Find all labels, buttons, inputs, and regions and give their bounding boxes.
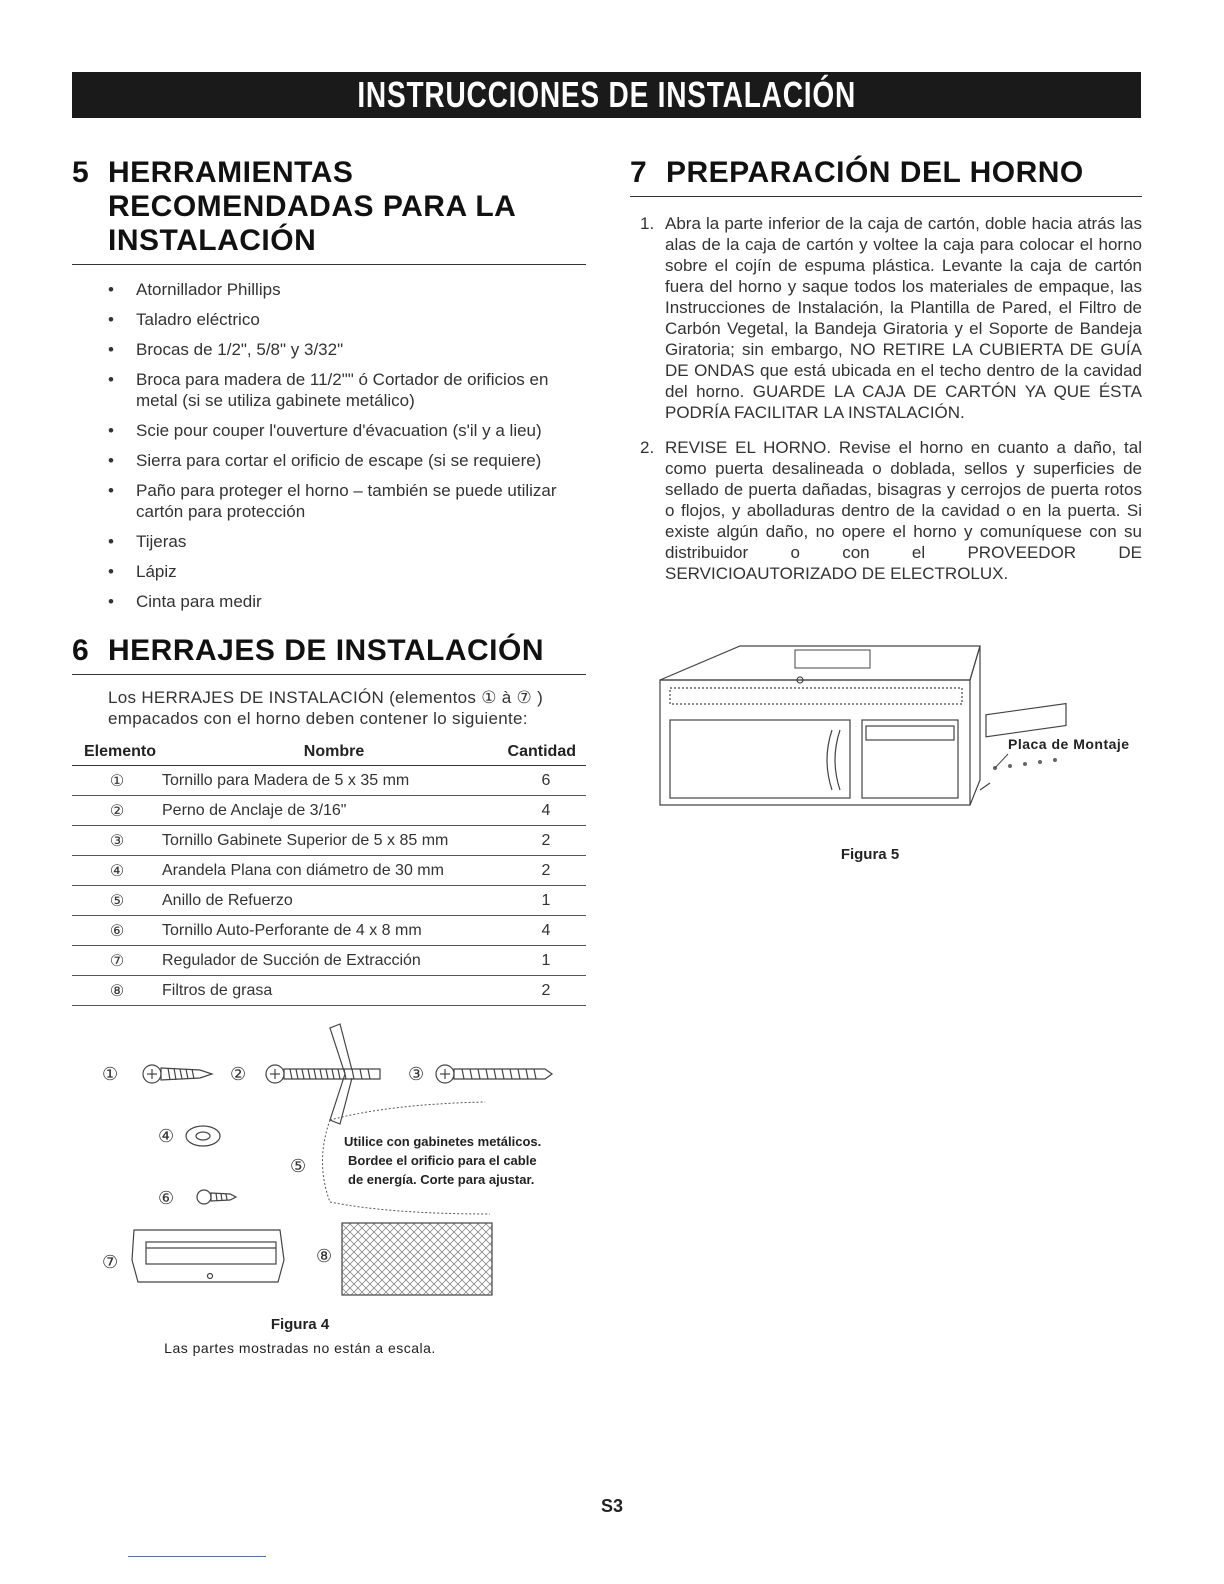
row-name: Tornillo para Madera de 5 x 35 mm	[162, 766, 506, 796]
label-4: ④	[158, 1126, 175, 1146]
section-6-title: HERRAJES DE INSTALACIÓN	[108, 634, 544, 667]
grommet-note-line-2: Bordee el orificio para el cable	[348, 1153, 537, 1168]
label-2: ②	[230, 1064, 247, 1084]
row-name: Arandela Plana con diámetro de 30 mm	[162, 856, 506, 886]
row-element: ⑥	[72, 916, 162, 946]
section-7-title: PREPARACIÓN DEL HORNO	[666, 156, 1084, 189]
microwave-top	[660, 646, 980, 680]
list-item	[630, 213, 1142, 423]
list-item: • Cinta para medir	[108, 591, 586, 612]
label-1: ①	[102, 1064, 119, 1084]
exhaust-damper-icon	[132, 1230, 284, 1282]
tools-list	[72, 279, 586, 612]
row-name: Tornillo Gabinete Superior de 5 x 85 mm	[162, 826, 506, 856]
column-header-name: Nombre	[162, 739, 506, 766]
page-number: S3	[600, 1496, 624, 1516]
anchor-bolt-icon	[266, 1024, 380, 1124]
cabinet-screw-icon	[436, 1065, 552, 1083]
row-name: Filtros de grasa	[162, 976, 506, 1006]
list-item: • Scie pour couper l'ouverture d'évacuation (s'il y a lieu)	[108, 420, 586, 441]
step-number: 2.	[640, 438, 655, 457]
grommet-note-line-1: Utilice con gabinetes metálicos.	[344, 1134, 542, 1149]
hardware-table	[72, 739, 586, 1006]
row-quantity: 1	[506, 946, 586, 976]
row-name: Regulador de Succión de Extracción	[162, 946, 506, 976]
row-quantity: 2	[506, 976, 586, 1006]
mounting-plate	[986, 704, 1066, 737]
list-item: • Paño para proteger el horno – también se puede utilizar cartón para protección	[108, 480, 586, 522]
grommet-note-line-3: de energía. Corte para ajustar.	[348, 1172, 535, 1187]
footer-rule	[128, 1556, 266, 1557]
row-element: ⑧	[72, 976, 162, 1006]
figure-4-caption: Figura 4	[270, 1316, 330, 1333]
label-8: ⑧	[316, 1246, 333, 1266]
row-element: ③	[72, 826, 162, 856]
grease-filter-icon	[342, 1223, 492, 1295]
table-row	[72, 946, 586, 976]
section-6-heading	[72, 634, 586, 675]
microwave-illustration	[650, 640, 1140, 820]
step-text: Abra la parte inferior de la caja de cartón, doble hacia atrás las alas de la caja de cartón y voltee la caja para colocar el horno sobre el cojín de espuma plástica. Levante la caja de cartón fuera del horno y saque todos los materiales de empaque, las Instrucciones de Instalación, la Plantilla de Pared, el Filtro de Carbón Vegetal, la Bandeja Giratoria y el Soporte de Bandeja Giratoria; sin embargo, NO RETIRE LA CUBIERTA DE GUÍA DE ONDAS que está ubicada en el techo dentro de la cavidad del horno. GUARDE LA CAJA DE CARTÓN YA QUE ÉSTA PODRÍA FACILITAR LA INSTALACIÓN.	[665, 214, 1142, 422]
hardware-illustration	[90, 1020, 580, 1320]
figure-4-subcaption: Las partes mostradas no están a escala.	[164, 1340, 436, 1356]
leader-line	[995, 754, 1008, 768]
figure-4	[90, 1020, 580, 1360]
section-7-heading	[630, 156, 1142, 197]
list-item: • Sierra para cortar el orificio de escape (si se requiere)	[108, 450, 586, 471]
table-row	[72, 976, 586, 1006]
section-5-heading	[72, 156, 586, 265]
microwave-front	[660, 680, 970, 805]
washer-icon	[186, 1126, 220, 1146]
row-name: Tornillo Auto-Perforante de 4 x 8 mm	[162, 916, 506, 946]
column-header-element: Elemento	[72, 739, 162, 766]
list-item	[630, 437, 1142, 584]
microwave-side	[970, 646, 980, 805]
row-name: Anillo de Refuerzo	[162, 886, 506, 916]
row-quantity: 4	[506, 796, 586, 826]
door-handle	[827, 730, 840, 790]
list-item: • Lápiz	[108, 561, 586, 582]
section-5-title: HERRAMIENTAS RECOMENDADAS PARA LA INSTALACIÓN	[108, 156, 516, 257]
table-row	[72, 886, 586, 916]
row-quantity: 2	[506, 856, 586, 886]
page-banner	[72, 72, 1141, 118]
section-5-number: 5	[72, 156, 90, 189]
figure-5-caption: Figura 5	[840, 846, 900, 863]
row-quantity: 4	[506, 916, 586, 946]
table-row	[72, 916, 586, 946]
section-6-number: 6	[72, 634, 90, 667]
row-element: ⑦	[72, 946, 162, 976]
label-5: ⑤	[290, 1156, 307, 1176]
row-element: ⑤	[72, 886, 162, 916]
label-7: ⑦	[102, 1252, 119, 1272]
column-header-quantity: Cantidad	[506, 739, 586, 766]
row-quantity: 1	[506, 886, 586, 916]
table-row	[72, 856, 586, 886]
wood-screw-icon	[143, 1065, 212, 1083]
step-number: 1.	[640, 214, 655, 233]
figure-5	[650, 640, 1140, 870]
step-text: REVISE EL HORNO. Revise el horno en cuanto a daño, tal como puerta desalineada o doblada, sellos y superficies de sellado de puerta dañadas, bisagras y cerrojos de puerta rotos o flojos, y abolladuras dentro de la cavidad o en la puerta. Si existe algún daño, no opere el horno y comuníquese con su distribuidor o con el PROVEEDOR DE SERVICIOAUTORIZADO DE ELECTROLUX.	[665, 438, 1142, 583]
table-row	[72, 796, 586, 826]
row-name: Perno de Anclaje de 3/16"	[162, 796, 506, 826]
table-row	[72, 826, 586, 856]
right-column	[630, 156, 1142, 598]
section-7-number: 7	[630, 156, 648, 189]
list-item: • Atornillador Phillips	[108, 279, 586, 300]
hardware-intro: Los HERRAJES DE INSTALACIÓN (elementos ① à ⑦ ) empacados con el horno deben contener lo siguiente:	[108, 688, 544, 728]
row-element: ②	[72, 796, 162, 826]
row-element: ④	[72, 856, 162, 886]
row-quantity: 2	[506, 826, 586, 856]
label-3: ③	[408, 1064, 425, 1084]
list-item: • Taladro eléctrico	[108, 309, 586, 330]
row-quantity: 6	[506, 766, 586, 796]
banner-title: INSTRUCCIONES DE INSTALACIÓN	[357, 74, 856, 115]
microwave-door	[670, 720, 850, 798]
mounting-plate-label: Placa de Montaje	[1008, 736, 1130, 752]
preparation-steps	[630, 213, 1142, 584]
list-item: • Tijeras	[108, 531, 586, 552]
self-drilling-screw-icon	[197, 1190, 236, 1204]
list-item: • Broca para madera de 11/2"" ó Cortador de orificios en metal (si se utiliza gabinete metálico)	[108, 369, 586, 411]
label-6: ⑥	[158, 1188, 175, 1208]
row-element: ①	[72, 766, 162, 796]
list-item: • Brocas de 1/2", 5/8" y 3/32"	[108, 339, 586, 360]
left-column	[72, 156, 586, 1006]
table-row	[72, 766, 586, 796]
